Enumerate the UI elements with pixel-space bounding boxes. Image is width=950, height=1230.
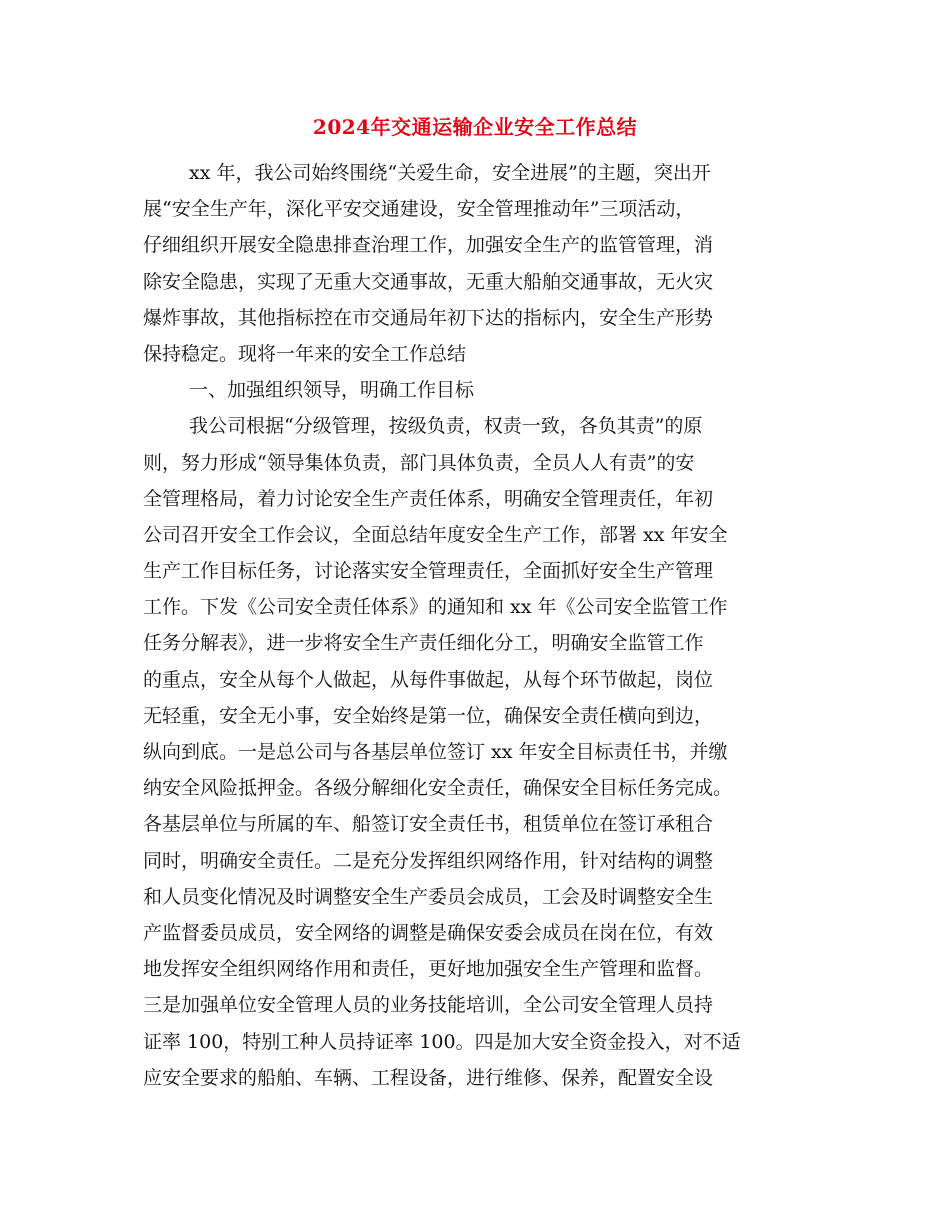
paragraph-line: 无轻重，安全无小事，安全始终是第一位，确保安全责任横向到边， — [143, 704, 714, 727]
paragraph-line: 仔细组织开展安全隐患排查治理工作，加强安全生产的监管管理，消 — [143, 234, 714, 257]
paragraph-line: 爆炸事故，其他指标控在市交通局年初下达的指标内，安全生产形势 — [143, 306, 714, 329]
paragraph-line: 各基层单位与所属的车、船签订安全责任书，租赁单位在签订承租合 — [143, 813, 714, 836]
paragraph-line: 证率 100，特别工种人员持证率 100。四是加大安全资金投入，对不适 — [143, 1030, 741, 1053]
paragraph-line: 三是加强单位安全管理人员的业务技能培训，全公司安全管理人员持 — [143, 994, 714, 1017]
paragraph-line: 地发挥安全组织网络作用和责任，更好地加强安全生产管理和监督。 — [143, 958, 714, 981]
paragraph-line: 工作。下发《公司安全责任体系》的通知和 xx 年《公司安全监管工作 — [143, 596, 728, 619]
paragraph-line: 保持稳定。现将一年来的安全工作总结 — [143, 342, 467, 365]
paragraph-line: 产监督委员成员，安全网络的调整是确保安委会成员在岗在位，有效 — [143, 921, 714, 944]
paragraph-line: 纳安全风险抵押金。各级分解细化安全责任，确保安全目标任务完成。 — [143, 777, 733, 800]
section-heading: 一、加强组织领导，明确工作目标 — [189, 379, 475, 402]
paragraph-line: 生产工作目标任务，讨论落实安全管理责任，全面抓好安全生产管理 — [143, 560, 714, 583]
paragraph-line: 除安全隐患，实现了无重大交通事故，无重大船舶交通事故，无火灾 — [143, 270, 714, 293]
document-title: 2024年交通运输企业安全工作总结 — [312, 115, 638, 139]
paragraph-line: 纵向到底。一是总公司与各基层单位签订 xx 年安全目标责任书，并缴 — [143, 741, 728, 763]
paragraph-line: 的重点，安全从每个人做起，从每件事做起，从每个环节做起，岗位 — [143, 668, 714, 691]
paragraph-line: 同时，明确安全责任。二是充分发挥组织网络作用，针对结构的调整 — [143, 849, 714, 872]
paragraph-line: 全管理格局，着力讨论安全生产责任体系，明确安全管理责任，年初 — [143, 487, 714, 510]
paragraph-line: 任务分解表》，进一步将安全生产责任细化分工，明确安全监管工作 — [143, 632, 704, 655]
paragraph-line: 则，努力形成“领导集体负责，部门具体负责，全员人人有责”的安 — [143, 451, 695, 474]
document-body — [143, 155, 803, 1096]
paragraph-line: 应安全要求的船舶、车辆、工程设备，进行维修、保养，配置安全设 — [143, 1066, 714, 1089]
paragraph-line: 我公司根据“分级管理，按级负责，权责一致，各负其责”的原 — [189, 415, 703, 438]
paragraph-line: xx 年，我公司始终围绕“关爱生命，安全进展”的主题，突出开 — [189, 162, 711, 184]
paragraph-line: 和人员变化情况及时调整安全生产委员会成员，工会及时调整安全生 — [143, 885, 714, 908]
paragraph-line: 公司召开安全工作会议，全面总结年度安全生产工作，部署 xx 年安全 — [143, 523, 728, 546]
paragraph-line: 展“安全生产年，深化平安交通建设，安全管理推动年”三项活动， — [143, 198, 695, 221]
